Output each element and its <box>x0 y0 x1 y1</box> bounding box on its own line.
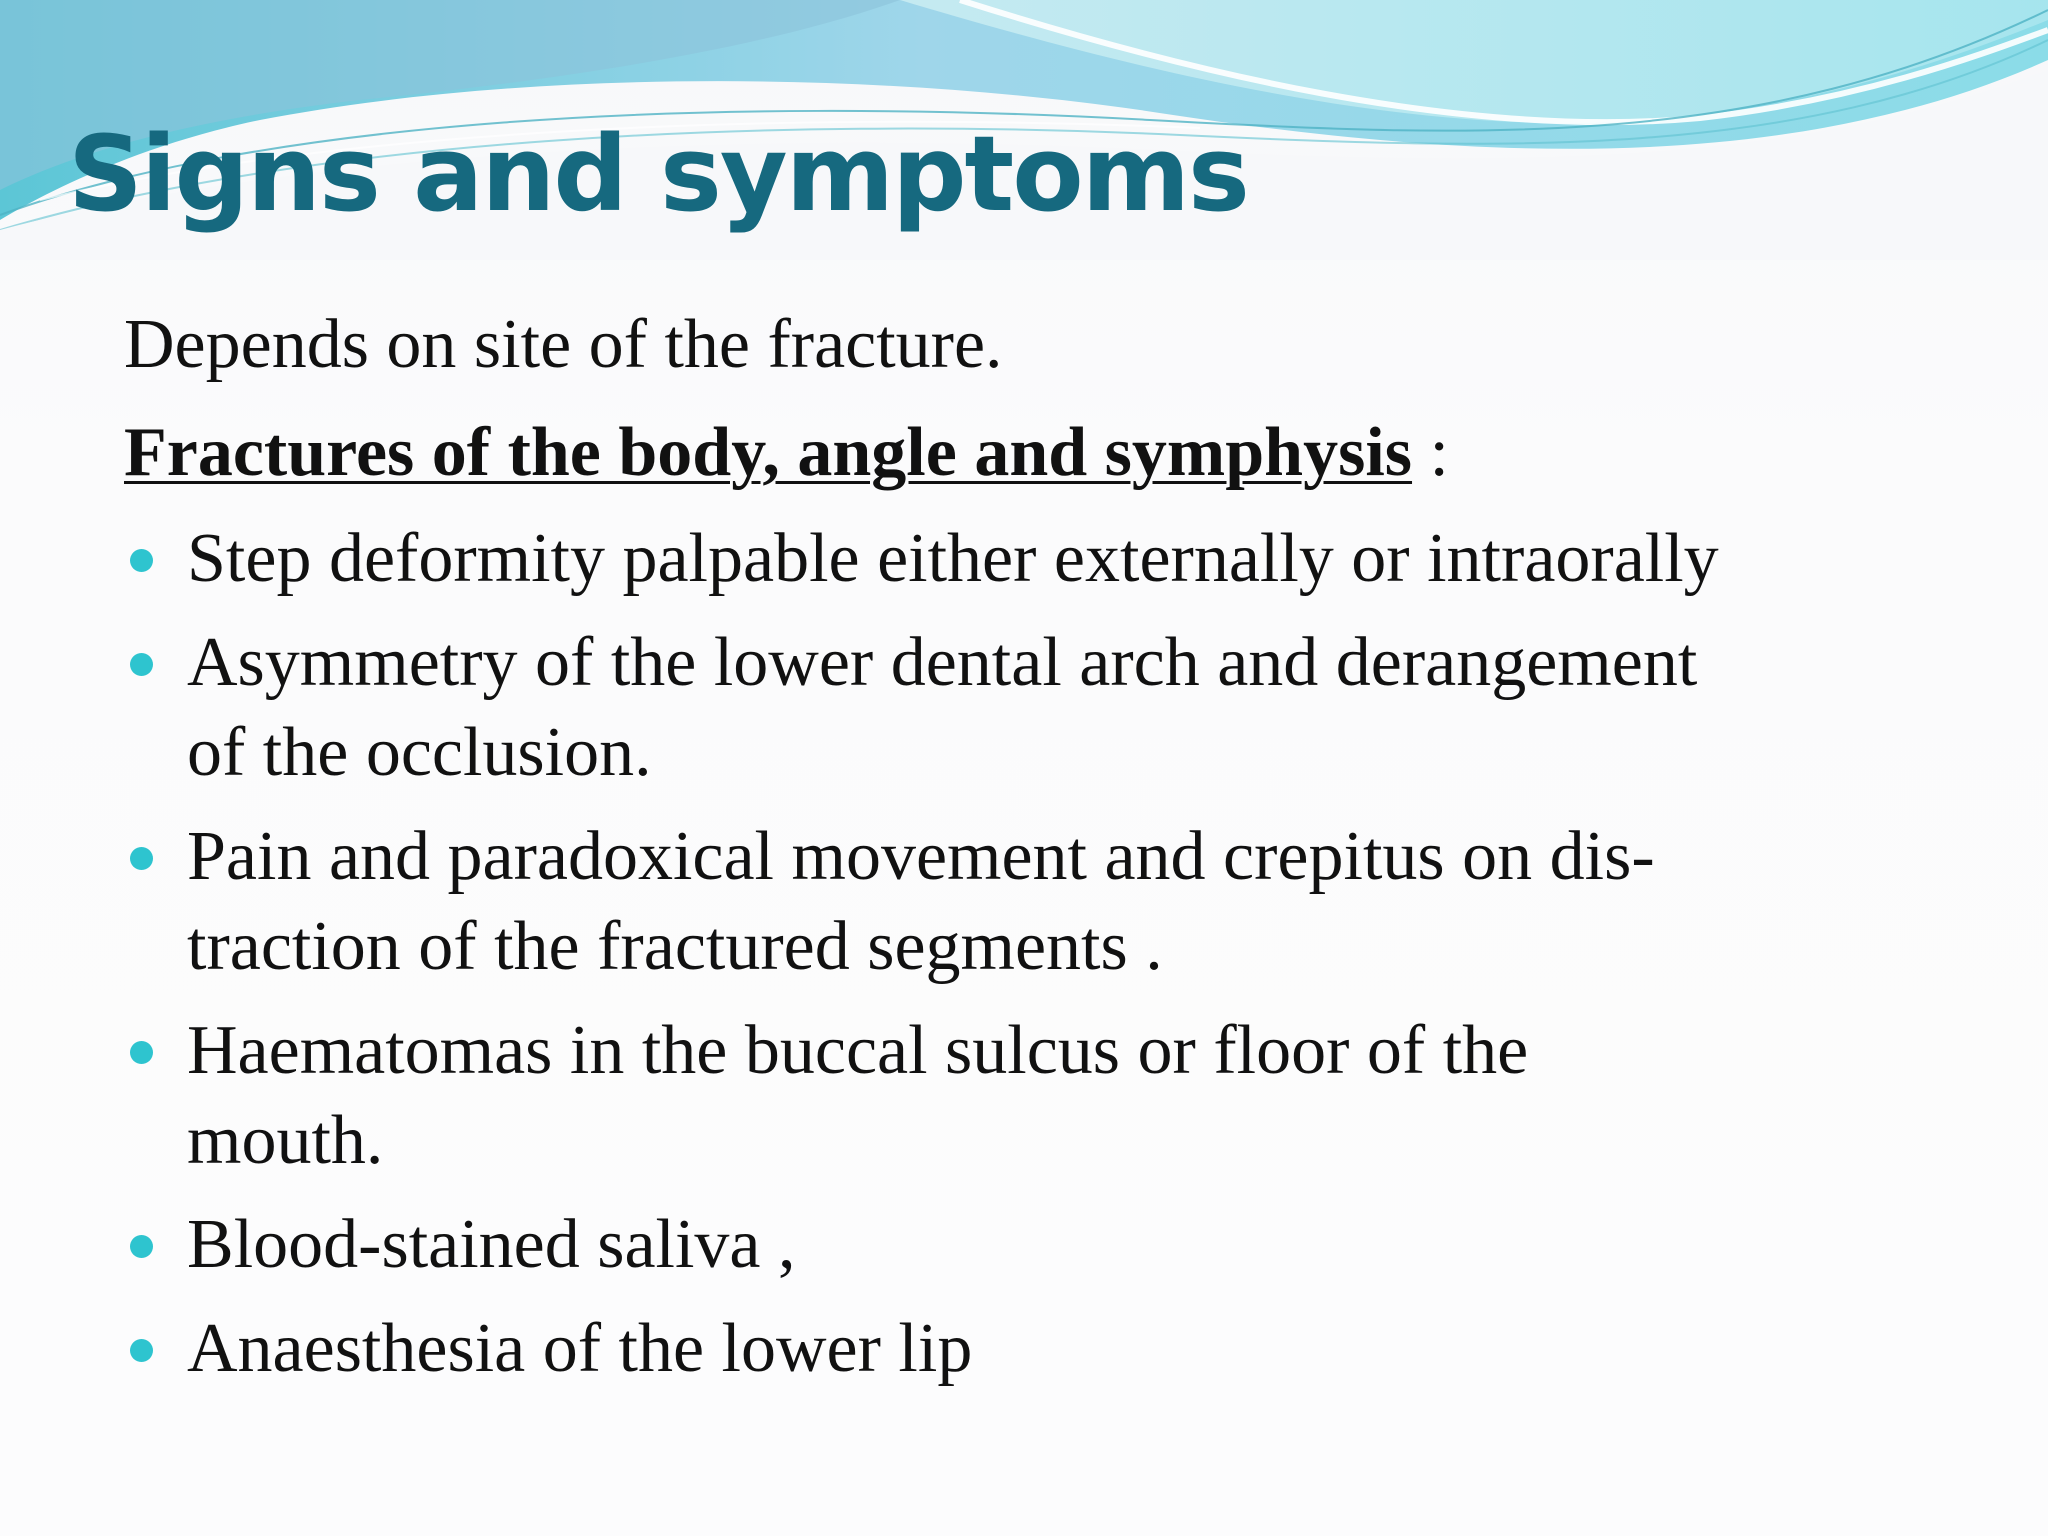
bullet-icon <box>130 549 153 572</box>
bullet-icon <box>130 1339 153 1362</box>
list-item <box>124 1200 1924 1290</box>
bullet-icon <box>130 1235 153 1258</box>
list-item-line: Pain and paradoxical movement and crepitus on dis- <box>187 818 1655 895</box>
list-item-line: Haematomas in the buccal sulcus or floor of the <box>187 1012 1529 1089</box>
slide-body <box>124 300 1924 1408</box>
list-item-line: traction of the fractured segments . <box>187 908 1163 985</box>
bullet-icon <box>130 653 153 676</box>
list-item <box>124 514 1924 604</box>
list-item <box>124 1006 1924 1186</box>
list-item <box>124 618 1924 798</box>
bullet-icon <box>130 847 153 870</box>
list-item <box>124 812 1924 992</box>
slide-title: Signs and symptoms <box>68 113 1248 235</box>
intro-text: Depends on site of the fracture. <box>124 306 1003 383</box>
list-item <box>124 1304 1924 1394</box>
list-item-line: Anaesthesia of the lower lip <box>187 1310 973 1387</box>
bullet-icon <box>130 1041 153 1064</box>
symptom-list <box>124 514 1924 1394</box>
list-item-line: Asymmetry of the lower dental arch and derangement <box>187 624 1698 701</box>
section-heading-colon: : <box>1412 414 1449 491</box>
section-heading <box>124 408 1924 498</box>
list-item-line: Blood-stained saliva , <box>187 1206 796 1283</box>
section-heading-text: Fractures of the body, angle and symphysis <box>124 414 1413 491</box>
list-item-line: Step deformity palpable either externally or intraorally <box>187 520 1719 597</box>
list-item-line: of the occlusion. <box>187 714 652 791</box>
list-item-line: mouth. <box>187 1102 384 1179</box>
